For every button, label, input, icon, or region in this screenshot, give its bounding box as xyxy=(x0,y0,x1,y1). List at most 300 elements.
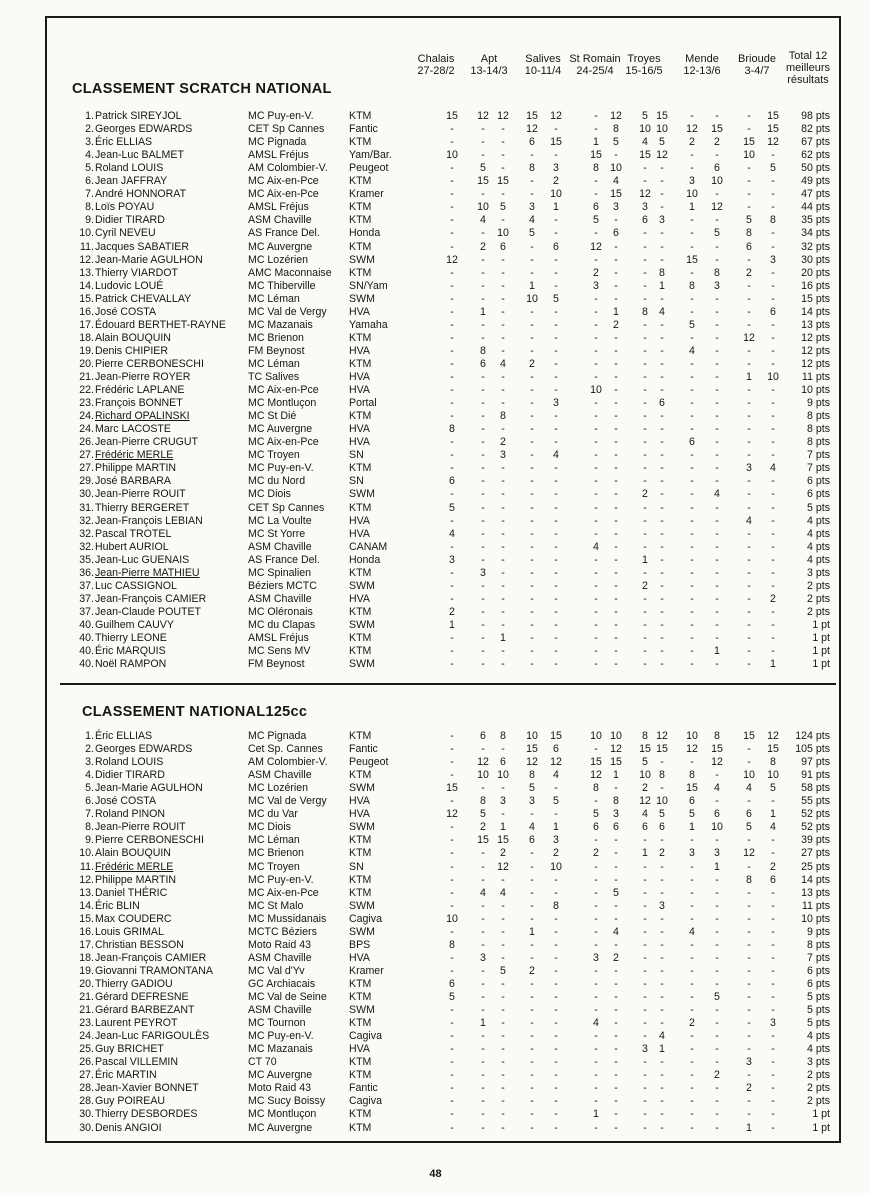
rank: 3. xyxy=(85,136,94,149)
total-points: 9 pts xyxy=(807,397,830,410)
event-name: Chalais xyxy=(417,53,455,65)
score-cell: - xyxy=(481,912,485,925)
score-cell: - xyxy=(643,886,647,899)
make: KTM xyxy=(349,331,372,344)
make: KTM xyxy=(349,175,372,188)
table-row xyxy=(0,1082,871,1095)
rank: 16. xyxy=(79,305,94,318)
score-cell: - xyxy=(660,227,664,240)
score-cell: - xyxy=(450,540,454,553)
score-cell: 6 xyxy=(746,240,752,253)
rider-name: Éric MARTIN xyxy=(95,1069,157,1082)
score-cell: 12 xyxy=(526,756,538,769)
make: Fantic xyxy=(349,1082,378,1095)
club: MC du Var xyxy=(248,808,298,821)
score-cell: - xyxy=(530,899,534,912)
score-cell: - xyxy=(450,899,454,912)
make: KTM xyxy=(349,1121,372,1134)
score-cell: - xyxy=(643,938,647,951)
score-cell: - xyxy=(660,253,664,266)
score-cell: - xyxy=(501,371,505,383)
score-cell: - xyxy=(690,1030,694,1043)
score-cell: - xyxy=(715,1004,719,1017)
table-row xyxy=(0,319,871,332)
rider-name: Jean-Luc BALMET xyxy=(95,149,184,162)
score-cell: - xyxy=(501,925,505,938)
score-cell: - xyxy=(450,240,454,253)
table-row xyxy=(0,502,871,515)
make: KTM xyxy=(349,501,372,514)
rider-name: Pascal TROTEL xyxy=(95,527,172,540)
table-row xyxy=(0,658,871,671)
score-cell: - xyxy=(614,1069,618,1082)
score-cell: - xyxy=(594,873,598,886)
score-cell: 8 xyxy=(613,795,619,808)
table-row xyxy=(0,756,871,769)
score-cell: 6 xyxy=(593,821,599,834)
score-cell: - xyxy=(690,214,694,227)
score-cell: - xyxy=(690,527,694,540)
score-cell: - xyxy=(530,488,534,501)
score-cell: - xyxy=(594,743,598,756)
club: AM Colombier-V. xyxy=(248,162,328,175)
score-cell: 1 xyxy=(689,201,695,214)
make: KTM xyxy=(349,769,372,782)
score-cell: - xyxy=(747,1043,751,1056)
make: KTM xyxy=(349,201,372,214)
rank: 14. xyxy=(79,899,94,912)
score-cell: - xyxy=(715,462,719,475)
score-cell: 2 xyxy=(714,136,720,149)
score-cell: - xyxy=(771,925,775,938)
rank: 30. xyxy=(79,488,94,501)
score-cell: - xyxy=(660,240,664,253)
score-cell: 5 xyxy=(714,991,720,1003)
score-cell: - xyxy=(660,860,664,873)
score-cell: - xyxy=(614,834,618,847)
club: CET Sp Cannes xyxy=(248,123,325,136)
score-cell: 1 xyxy=(714,860,720,873)
score-cell: - xyxy=(481,475,485,488)
total-points: 15 pts xyxy=(801,292,830,305)
table-row xyxy=(0,1122,871,1135)
score-cell: 15 xyxy=(497,175,509,188)
score-cell: - xyxy=(450,1069,454,1082)
score-cell: - xyxy=(594,527,598,540)
score-cell: - xyxy=(481,436,485,449)
table-row xyxy=(0,1043,871,1056)
score-cell: 5 xyxy=(714,227,720,240)
score-cell: - xyxy=(643,873,647,886)
score-cell: - xyxy=(643,475,647,488)
event-date: 12-13/6 xyxy=(683,65,721,77)
rider-name: Roland LOUIS xyxy=(95,162,164,175)
score-cell: - xyxy=(450,175,454,188)
score-cell: 4 xyxy=(613,175,619,188)
score-cell: - xyxy=(660,384,664,397)
score-cell: - xyxy=(594,357,598,370)
score-cell: - xyxy=(690,149,694,162)
score-cell: 4 xyxy=(689,925,695,938)
table-row xyxy=(0,436,871,449)
make: Kramer xyxy=(349,964,384,977)
total-points: 8 pts xyxy=(807,938,830,951)
score-cell: - xyxy=(771,645,775,658)
score-cell: - xyxy=(501,618,505,631)
score-cell: - xyxy=(690,1004,694,1017)
score-cell: 1 xyxy=(529,925,535,938)
score-cell: - xyxy=(450,632,454,644)
score-cell: - xyxy=(643,632,647,644)
score-cell: 12 xyxy=(477,756,489,769)
score-cell: - xyxy=(530,553,534,566)
score-cell: 15 xyxy=(656,110,668,122)
score-cell: - xyxy=(450,123,454,136)
score-cell: 15 xyxy=(497,834,509,847)
rank: 21. xyxy=(79,1004,94,1017)
score-cell: - xyxy=(481,410,485,423)
score-cell: 6 xyxy=(746,808,752,821)
club: MC Auvergne xyxy=(248,1069,313,1082)
make: KTM xyxy=(349,991,372,1003)
score-cell: - xyxy=(594,592,598,605)
score-cell: - xyxy=(614,566,618,579)
score-cell: - xyxy=(771,292,775,305)
score-cell: - xyxy=(690,1043,694,1056)
score-cell: - xyxy=(530,423,534,436)
club: AMSL Fréjus xyxy=(248,632,309,644)
score-cell: - xyxy=(643,501,647,514)
make: SWM xyxy=(349,1004,375,1017)
score-cell: 6 xyxy=(642,214,648,227)
total-points: 9 pts xyxy=(807,925,830,938)
club: MC Aix-en-Pce xyxy=(248,436,319,449)
score-cell: - xyxy=(450,318,454,331)
score-cell: 3 xyxy=(553,834,559,847)
score-cell: - xyxy=(530,397,534,410)
score-cell: 15 xyxy=(767,743,779,756)
make: KTM xyxy=(349,240,372,253)
score-cell: - xyxy=(715,1017,719,1030)
score-cell: 5 xyxy=(642,110,648,122)
score-cell: 12 xyxy=(526,123,538,136)
score-cell: - xyxy=(501,514,505,527)
make: KTM xyxy=(349,847,372,860)
total-points: 10 pts xyxy=(801,384,830,397)
score-cell: - xyxy=(450,188,454,201)
make: CANAM xyxy=(349,540,388,553)
club: MC Puy-en-V. xyxy=(248,873,314,886)
score-cell: 15 xyxy=(686,782,698,795)
club: AMSL Fréjus xyxy=(248,149,309,162)
event-date: 10-11/4 xyxy=(524,65,562,77)
rider-name: Denis CHIPIER xyxy=(95,344,168,357)
rank: 17. xyxy=(79,318,94,331)
score-cell: - xyxy=(501,1095,505,1108)
score-cell: - xyxy=(747,553,751,566)
score-cell: - xyxy=(614,331,618,344)
total-points: 6 pts xyxy=(807,964,830,977)
score-cell: - xyxy=(660,527,664,540)
score-cell: - xyxy=(481,1082,485,1095)
score-cell: 3 xyxy=(500,449,506,462)
score-cell: 15 xyxy=(711,123,723,136)
score-cell: 3 xyxy=(613,201,619,214)
score-cell: - xyxy=(747,357,751,370)
score-cell: - xyxy=(643,279,647,292)
rider-name: Laurent PEYROT xyxy=(95,1017,178,1030)
make: SWM xyxy=(349,899,375,912)
score-cell: 2 xyxy=(613,318,619,331)
total-points: 82 pts xyxy=(801,123,830,136)
total-points: 2 pts xyxy=(807,605,830,618)
score-cell: 4 xyxy=(770,821,776,834)
score-cell: 2 xyxy=(529,357,535,370)
club: MC Val d'Yv xyxy=(248,964,305,977)
rank: 11. xyxy=(80,860,94,873)
rider-name: José BARBARA xyxy=(95,475,171,488)
score-cell: - xyxy=(530,991,534,1003)
rider-name: Thierry VIARDOT xyxy=(95,266,178,279)
score-cell: 15 xyxy=(743,730,755,742)
score-cell: - xyxy=(501,253,505,266)
score-cell: - xyxy=(715,514,719,527)
score-cell: 6 xyxy=(659,821,665,834)
score-cell: 4 xyxy=(770,462,776,475)
score-cell: - xyxy=(771,964,775,977)
rank: 16. xyxy=(79,925,94,938)
club: ASM Chaville xyxy=(248,769,312,782)
rider-name: Jean-Pierre ROUIT xyxy=(95,488,186,501)
score-cell: - xyxy=(614,899,618,912)
total-points: 67 pts xyxy=(801,136,830,149)
rank: 30. xyxy=(79,1121,94,1134)
club: Cet Sp. Cannes xyxy=(248,743,323,756)
score-cell: - xyxy=(643,527,647,540)
score-cell: - xyxy=(594,292,598,305)
table-row xyxy=(0,449,871,462)
score-cell: 10 xyxy=(610,730,622,742)
section-divider xyxy=(60,683,836,685)
score-cell: 6 xyxy=(770,305,776,318)
score-cell: - xyxy=(747,1017,751,1030)
rider-name: Didier TIRARD xyxy=(95,769,165,782)
score-cell: - xyxy=(715,527,719,540)
score-cell: 8 xyxy=(642,305,648,318)
score-cell: 3 xyxy=(593,951,599,964)
score-cell: 15 xyxy=(610,756,622,769)
club: MC Spinalien xyxy=(248,566,312,579)
rider-name: Loïs POYAU xyxy=(95,201,155,214)
score-cell: - xyxy=(747,384,751,397)
table-row xyxy=(0,162,871,175)
club: MC Brienon xyxy=(248,847,304,860)
score-cell: - xyxy=(554,410,558,423)
score-cell: - xyxy=(715,834,719,847)
table-row xyxy=(0,410,871,423)
score-cell: 1 xyxy=(593,1108,599,1121)
score-cell: - xyxy=(501,808,505,821)
score-cell: 1 xyxy=(553,201,559,214)
total-points: 1 pt xyxy=(812,1108,830,1121)
total-points: 47 pts xyxy=(801,188,830,201)
rank: 12. xyxy=(79,873,94,886)
rank: 40. xyxy=(79,618,94,631)
score-cell: 8 xyxy=(500,730,506,742)
score-cell: - xyxy=(450,645,454,658)
make: SWM xyxy=(349,488,375,501)
score-cell: - xyxy=(530,1082,534,1095)
score-cell: - xyxy=(614,449,618,462)
score-cell: - xyxy=(614,782,618,795)
make: SN xyxy=(349,860,364,873)
rider-name: François BONNET xyxy=(95,397,183,410)
rider-name: Pierre CERBONESCHI xyxy=(95,834,204,847)
rider-name: Jean-Marie AGULHON xyxy=(95,253,203,266)
rank: 7. xyxy=(85,188,94,201)
score-cell: - xyxy=(660,579,664,592)
score-cell: - xyxy=(643,964,647,977)
score-cell: - xyxy=(450,834,454,847)
score-cell: - xyxy=(614,371,618,383)
score-cell: 3 xyxy=(480,566,486,579)
score-cell: 6 xyxy=(500,240,506,253)
make: Cagiva xyxy=(349,912,382,925)
score-cell: - xyxy=(614,266,618,279)
score-cell: - xyxy=(530,605,534,618)
score-cell: 2 xyxy=(553,847,559,860)
score-cell: 6 xyxy=(593,201,599,214)
rider-name: Hubert AURIOL xyxy=(95,540,169,553)
event-date: 27-28/2 xyxy=(417,65,455,77)
score-cell: 8 xyxy=(449,938,455,951)
score-cell: - xyxy=(690,371,694,383)
score-cell: - xyxy=(614,1095,618,1108)
rank: 37. xyxy=(79,579,94,592)
score-cell: 8 xyxy=(480,344,486,357)
score-cell: 10 xyxy=(686,188,698,201)
score-cell: - xyxy=(530,977,534,990)
score-cell: - xyxy=(715,899,719,912)
score-cell: - xyxy=(614,344,618,357)
score-cell: - xyxy=(715,658,719,671)
score-cell: 1 xyxy=(480,1017,486,1030)
rider-name: Philippe MARTIN xyxy=(95,873,177,886)
score-cell: - xyxy=(450,925,454,938)
make: SWM xyxy=(349,253,375,266)
score-cell: - xyxy=(450,305,454,318)
score-cell: 8 xyxy=(689,769,695,782)
score-cell: 2 xyxy=(500,847,506,860)
score-cell: - xyxy=(747,592,751,605)
make: KTM xyxy=(349,977,372,990)
rider-name: Édouard BERTHET-RAYNE xyxy=(95,318,226,331)
score-cell: 15 xyxy=(767,123,779,136)
score-cell: - xyxy=(690,410,694,423)
score-cell: 6 xyxy=(500,756,506,769)
total-points: 27 pts xyxy=(801,847,830,860)
score-cell: - xyxy=(554,1082,558,1095)
score-cell: - xyxy=(771,834,775,847)
score-cell: - xyxy=(501,991,505,1003)
score-cell: - xyxy=(614,1108,618,1121)
score-cell: 2 xyxy=(642,782,648,795)
score-cell: - xyxy=(501,331,505,344)
club: MC Aix-en-Pce xyxy=(248,175,319,188)
score-cell: - xyxy=(690,540,694,553)
score-cell: - xyxy=(715,1108,719,1121)
score-cell: 6 xyxy=(480,357,486,370)
score-cell: 1 xyxy=(449,618,455,631)
score-cell: - xyxy=(690,632,694,644)
score-cell: 1 xyxy=(480,305,486,318)
make: KTM xyxy=(349,357,372,370)
score-cell: - xyxy=(715,632,719,644)
score-cell: - xyxy=(594,618,598,631)
rank: 27. xyxy=(79,462,94,475)
score-cell: - xyxy=(450,436,454,449)
score-cell: - xyxy=(530,951,534,964)
score-cell: - xyxy=(450,371,454,383)
table-row xyxy=(0,874,871,887)
score-cell: - xyxy=(771,410,775,423)
score-cell: - xyxy=(747,977,751,990)
total-points: 34 pts xyxy=(801,227,830,240)
score-cell: - xyxy=(614,1082,618,1095)
score-cell: - xyxy=(614,632,618,644)
score-cell: - xyxy=(530,175,534,188)
total-points: 3 pts xyxy=(807,566,830,579)
rank: 19. xyxy=(79,344,94,357)
score-cell: - xyxy=(715,553,719,566)
score-cell: - xyxy=(594,977,598,990)
score-cell: - xyxy=(594,605,598,618)
rider-name: Éric ELLIAS xyxy=(95,136,153,149)
table-row xyxy=(0,110,871,123)
score-cell: - xyxy=(450,1030,454,1043)
score-cell: 15 xyxy=(526,743,538,756)
score-cell: 8 xyxy=(642,730,648,742)
score-cell: - xyxy=(660,873,664,886)
score-cell: - xyxy=(690,860,694,873)
score-cell: - xyxy=(614,527,618,540)
score-cell: 8 xyxy=(659,266,665,279)
score-cell: 8 xyxy=(500,410,506,423)
score-cell: 15 xyxy=(550,136,562,149)
score-cell: - xyxy=(554,514,558,527)
score-cell: - xyxy=(643,357,647,370)
score-cell: - xyxy=(450,873,454,886)
score-cell: - xyxy=(771,1069,775,1082)
score-cell: - xyxy=(481,371,485,383)
score-cell: - xyxy=(660,357,664,370)
score-cell: - xyxy=(643,1082,647,1095)
score-cell: 8 xyxy=(770,214,776,227)
score-cell: - xyxy=(747,925,751,938)
rank: 9. xyxy=(85,834,94,847)
score-cell: 8 xyxy=(593,782,599,795)
score-cell: - xyxy=(594,514,598,527)
score-cell: - xyxy=(614,991,618,1003)
score-cell: - xyxy=(643,658,647,671)
score-cell: - xyxy=(690,618,694,631)
score-cell: 15 xyxy=(590,149,602,162)
make: HVA xyxy=(349,808,370,821)
score-cell: - xyxy=(501,344,505,357)
score-cell: - xyxy=(594,175,598,188)
table-row xyxy=(0,201,871,214)
score-cell: 15 xyxy=(610,188,622,201)
